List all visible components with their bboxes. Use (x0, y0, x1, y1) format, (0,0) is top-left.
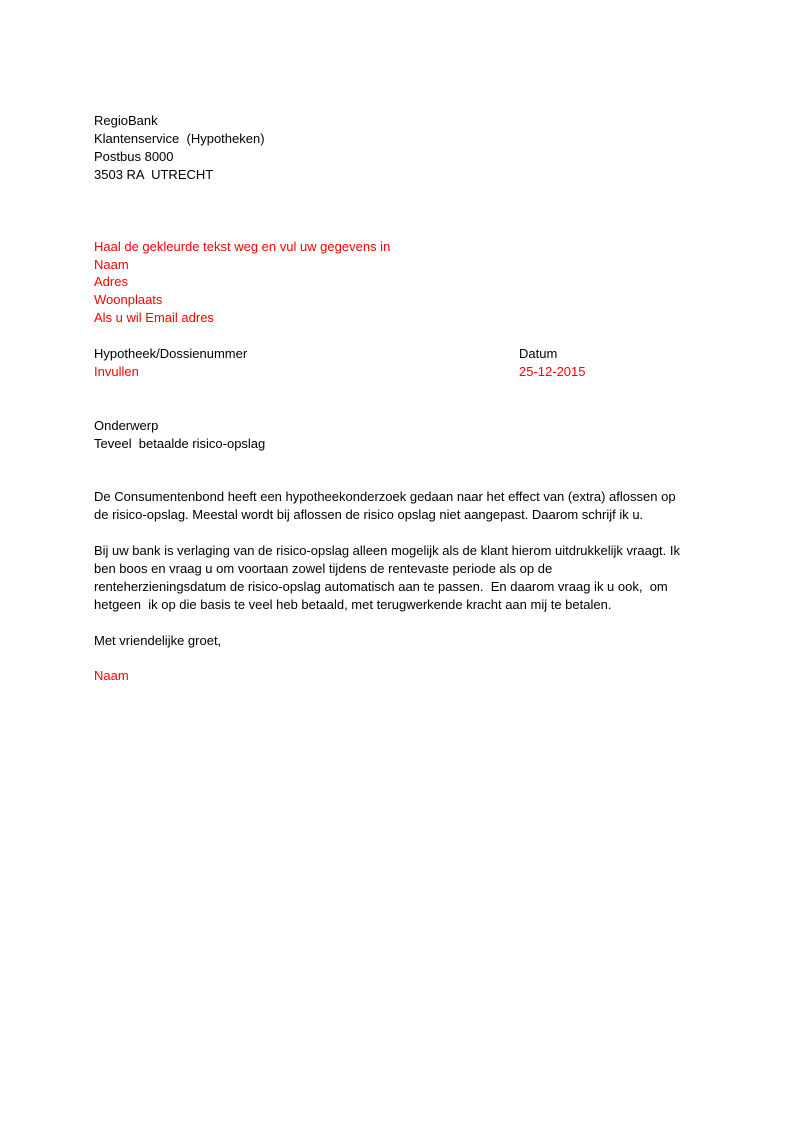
body-paragraph-2-line-4: hetgeen ik op die basis te veel heb betaald, met terugwerkende kracht aan mij te betalen. (94, 597, 612, 612)
recipient-postbox: Postbus 8000 (94, 149, 174, 164)
subject-value: Teveel betaalde risico-opslag (94, 436, 266, 451)
closing-greeting: Met vriendelijke groet, (94, 633, 222, 648)
subject-label: Onderwerp (94, 418, 159, 433)
body-paragraph-2-line-3: renteherzieningsdatum de risico-opslag automatisch aan te passen. En daarom vraag ik u ook, om (94, 579, 668, 594)
sender-address: Adres (94, 274, 128, 289)
body-paragraph-2-line-1: Bij uw bank is verlaging van de risico-opslag alleen mogelijk als de klant hierom uitdrukkelijk vraagt. Ik (94, 543, 681, 558)
body-paragraph-1-line-2: de risico-opslag. Meestal wordt bij aflossen de risico opslag niet aangepast. Daarom schrijf ik u. (94, 507, 644, 522)
date-label: Datum (519, 346, 558, 361)
reference-label: Hypotheek/Dossienummer (94, 346, 248, 361)
sender-name: Naam (94, 257, 129, 272)
body-paragraph-2-line-2: ben boos en vraag u om voortaan zowel tijdens de rentevaste periode als op de (94, 561, 553, 576)
sender-email: Als u wil Email adres (94, 310, 214, 325)
reference-value: Invullen (94, 364, 139, 379)
date-value: 25-12-2015 (519, 364, 586, 379)
sender-instruction: Haal de gekleurde tekst weg en vul uw gegevens in (94, 239, 391, 254)
sender-residence: Woonplaats (94, 292, 163, 307)
recipient-name: RegioBank (94, 113, 158, 128)
body-paragraph-1-line-1: De Consumentenbond heeft een hypotheekonderzoek gedaan naar het effect van (extra) aflossen op (94, 489, 676, 504)
closing-signature: Naam (94, 668, 129, 683)
recipient-city: 3503 RA UTRECHT (94, 167, 214, 182)
recipient-department: Klantenservice (Hypotheken) (94, 131, 265, 146)
